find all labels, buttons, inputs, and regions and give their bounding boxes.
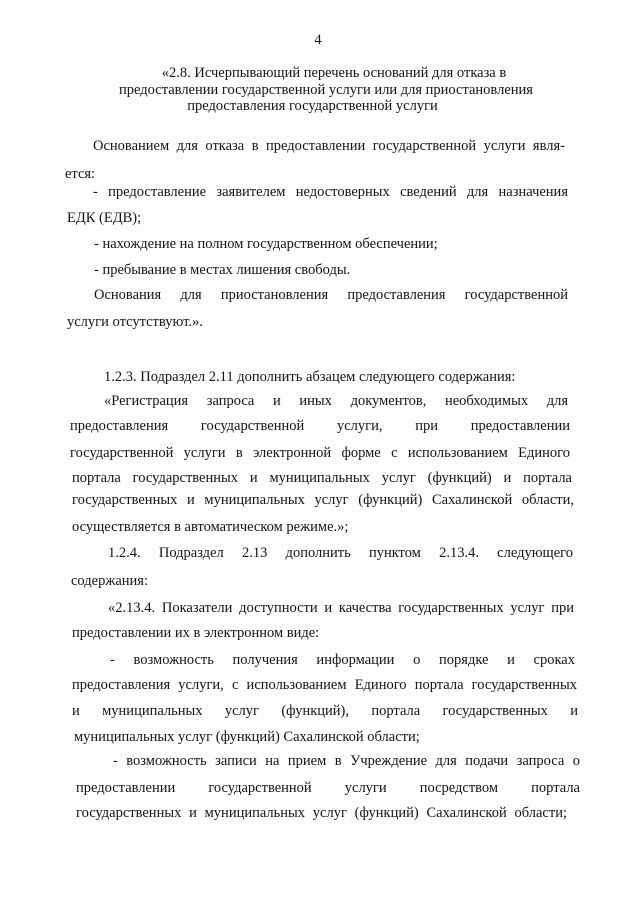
paragraph-line: предоставления государственной услуги, при предоставлении — [70, 418, 570, 434]
list-item: - пребывание в местах лишения свободы. — [94, 262, 351, 278]
list-item-continuation: государственных и муниципальных услуг (функций) Сахалинской области; — [76, 805, 567, 821]
heading-line: предоставлении государственной услуги или для приостановления — [119, 82, 533, 98]
list-item-continuation: и муниципальных услуг (функций), портала государственных и — [72, 703, 578, 719]
paragraph-line: ется: — [65, 166, 96, 182]
list-item-continuation: предоставления услуги, с использованием Единого портала государственных — [72, 677, 577, 693]
list-item-continuation: муниципальных услуг (функций) Сахалинской области; — [74, 729, 420, 745]
paragraph-line: Основанием для отказа в предоставлении государственной услуги явля- — [93, 138, 565, 154]
list-item: - возможность записи на прием в Учреждение для подачи запроса о — [113, 753, 580, 769]
paragraph-line: Основания для приостановления предоставления государственной — [94, 287, 568, 303]
paragraph-line: «2.13.4. Показатели доступности и качества государственных услуг при — [108, 600, 574, 616]
paragraph-line: услуги отсутствуют.». — [67, 314, 203, 330]
list-item-continuation: ЕДК (ЕДВ); — [67, 210, 142, 226]
paragraph-line: государственной услуги в электронной форме с использованием Единого — [70, 445, 570, 461]
list-item: - нахождение на полном государственном обеспечении; — [94, 236, 438, 252]
heading-line: «2.8. Исчерпывающий перечень оснований для отказа в — [161, 65, 507, 81]
paragraph-line: «Регистрация запроса и иных документов, необходимых для — [104, 393, 568, 409]
paragraph-line: осуществляется в автоматическом режиме.»; — [72, 519, 349, 535]
heading-line: предоставления государственной услуги — [187, 98, 438, 114]
list-item: - возможность получения информации о порядке и сроках — [110, 652, 575, 668]
paragraph-line: содержания: — [71, 573, 149, 589]
list-item-continuation: предоставлении государственной услуги посредством портала — [76, 780, 580, 796]
paragraph-line: государственных и муниципальных услуг (функций) Сахалинской области, — [72, 492, 574, 508]
paragraph-line: 1.2.4. Подраздел 2.13 дополнить пунктом 2.13.4. следующего — [108, 545, 573, 561]
paragraph-line: предоставлении их в электронном виде: — [72, 625, 320, 641]
paragraph-line: 1.2.3. Подраздел 2.11 дополнить абзацем следующего содержания: — [104, 369, 516, 385]
paragraph-line: портала государственных и муниципальных услуг (функций) и портала — [72, 470, 572, 486]
page-number: 4 — [314, 32, 322, 48]
list-item: - предоставление заявителем недостоверных сведений для назначения — [93, 184, 568, 200]
